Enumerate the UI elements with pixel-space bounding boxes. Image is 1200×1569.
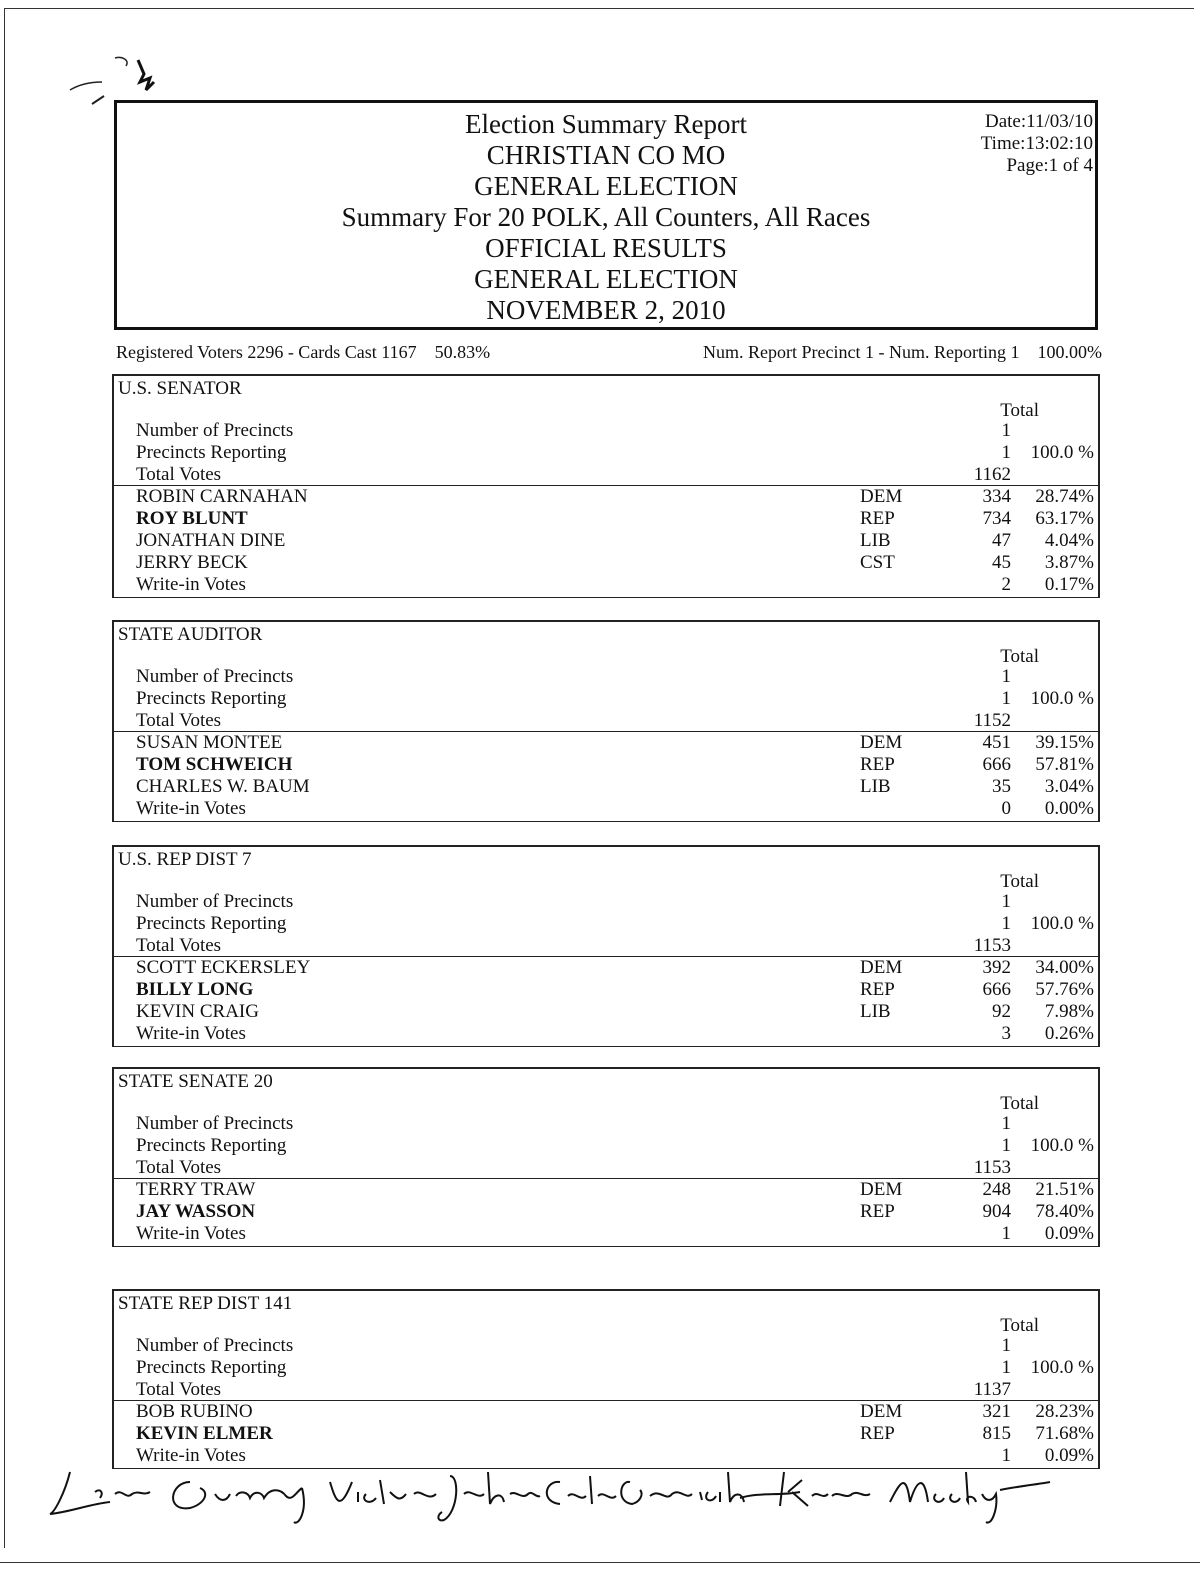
total-votes-value: 1162 bbox=[973, 464, 1011, 485]
total-votes-label: Total Votes bbox=[136, 1379, 222, 1400]
number-of-precincts-row bbox=[114, 1113, 1098, 1135]
candidate-votes: 3 bbox=[1001, 1023, 1011, 1044]
candidate-row bbox=[114, 1001, 1098, 1023]
candidate-party: LIB bbox=[860, 776, 891, 797]
race-block bbox=[112, 374, 1100, 598]
candidate-votes: 451 bbox=[982, 732, 1011, 753]
candidate-party: REP bbox=[860, 508, 895, 529]
precincts-reporting-row bbox=[114, 913, 1098, 935]
candidate-percent: 0.17% bbox=[1044, 574, 1094, 595]
number-of-precincts-value: 1 bbox=[1001, 891, 1011, 912]
candidate-row bbox=[114, 1223, 1098, 1245]
candidate-row bbox=[114, 486, 1098, 508]
candidate-percent: 57.76% bbox=[1035, 979, 1094, 1000]
precincts-reporting-row bbox=[114, 688, 1098, 710]
total-column-header: Total bbox=[1000, 1315, 1039, 1336]
candidate-name: CHARLES W. BAUM bbox=[136, 776, 310, 797]
total-votes-value: 1153 bbox=[973, 1157, 1011, 1178]
report-date: Date:11/03/10 bbox=[985, 111, 1093, 132]
reporting-percent: 100.0 % bbox=[1030, 442, 1094, 463]
candidate-votes: 248 bbox=[982, 1179, 1011, 1200]
candidate-party: DEM bbox=[860, 486, 903, 507]
candidate-party: CST bbox=[860, 552, 895, 573]
precincts-reporting-row bbox=[114, 1357, 1098, 1379]
candidate-name: JERRY BECK bbox=[136, 552, 248, 573]
candidate-name: TOM SCHWEICH bbox=[136, 754, 293, 775]
candidate-row bbox=[114, 574, 1098, 596]
race-block bbox=[112, 620, 1100, 822]
candidate-percent: 78.40% bbox=[1035, 1201, 1094, 1222]
candidate-party: REP bbox=[860, 979, 895, 1000]
candidate-percent: 0.09% bbox=[1044, 1445, 1094, 1466]
precincts-reporting-label: Precincts Reporting bbox=[136, 688, 287, 709]
number-of-precincts-value: 1 bbox=[1001, 1113, 1011, 1134]
number-of-precincts-value: 1 bbox=[1001, 420, 1011, 441]
candidate-row bbox=[114, 1023, 1098, 1045]
total-votes-row bbox=[114, 710, 1098, 732]
precincts-reporting-value: 1 bbox=[1001, 1135, 1011, 1156]
precincts-reporting-row bbox=[114, 1135, 1098, 1157]
race-title: U.S. REP DIST 7 bbox=[118, 849, 252, 870]
precinct-reporting-summary: Num. Report Precinct 1 - Num. Reporting 1 100.00% bbox=[703, 342, 1102, 362]
number-of-precincts-label: Number of Precincts bbox=[136, 420, 294, 441]
candidate-name: TERRY TRAW bbox=[136, 1179, 256, 1200]
candidate-row bbox=[114, 1201, 1098, 1223]
candidate-party: REP bbox=[860, 1423, 895, 1444]
candidate-percent: 28.74% bbox=[1035, 486, 1094, 507]
candidate-row bbox=[114, 1401, 1098, 1423]
candidate-votes: 734 bbox=[982, 508, 1011, 529]
candidate-votes: 35 bbox=[992, 776, 1011, 797]
page-edge-bottom bbox=[0, 1562, 1200, 1563]
candidate-votes: 92 bbox=[992, 1001, 1011, 1022]
candidate-party: DEM bbox=[860, 732, 903, 753]
precincts-reporting-label: Precincts Reporting bbox=[136, 913, 287, 934]
reporting-percent: 100.0 % bbox=[1030, 1135, 1094, 1156]
candidate-party: DEM bbox=[860, 957, 903, 978]
race-title: U.S. SENATOR bbox=[118, 378, 242, 399]
candidate-name: KEVIN CRAIG bbox=[136, 1001, 259, 1022]
candidate-name: Write-in Votes bbox=[136, 1445, 246, 1466]
total-column-header: Total bbox=[1000, 1093, 1039, 1114]
number-of-precincts-row bbox=[114, 666, 1098, 688]
candidate-votes: 666 bbox=[982, 754, 1011, 775]
candidate-party: LIB bbox=[860, 530, 891, 551]
candidate-name: ROBIN CARNAHAN bbox=[136, 486, 308, 507]
candidate-row bbox=[114, 732, 1098, 754]
candidate-row bbox=[114, 776, 1098, 798]
candidate-row bbox=[114, 979, 1098, 1001]
candidate-row bbox=[114, 530, 1098, 552]
report-time: Time:13:02:10 bbox=[980, 133, 1093, 154]
candidate-name: KEVIN ELMER bbox=[136, 1423, 273, 1444]
candidate-votes: 334 bbox=[982, 486, 1011, 507]
total-votes-row bbox=[114, 464, 1098, 486]
candidate-party: REP bbox=[860, 1201, 895, 1222]
county-name: CHRISTIAN CO MO bbox=[486, 140, 726, 170]
candidate-percent: 71.68% bbox=[1035, 1423, 1094, 1444]
precincts-reporting-value: 1 bbox=[1001, 688, 1011, 709]
candidate-name: SCOTT ECKERSLEY bbox=[136, 957, 311, 978]
candidate-percent: 0.09% bbox=[1044, 1223, 1094, 1244]
precincts-reporting-label: Precincts Reporting bbox=[136, 442, 287, 463]
candidate-name: SUSAN MONTEE bbox=[136, 732, 283, 753]
candidate-row bbox=[114, 754, 1098, 776]
report-meta bbox=[981, 111, 1093, 177]
total-column-header: Total bbox=[1000, 646, 1039, 667]
candidate-name: Write-in Votes bbox=[136, 798, 246, 819]
total-votes-row bbox=[114, 1379, 1098, 1401]
precincts-reporting-label: Precincts Reporting bbox=[136, 1357, 287, 1378]
candidate-votes: 47 bbox=[992, 530, 1011, 551]
number-of-precincts-row bbox=[114, 891, 1098, 913]
candidate-name: ROY BLUNT bbox=[136, 508, 248, 529]
race-title: STATE AUDITOR bbox=[118, 624, 263, 645]
number-of-precincts-value: 1 bbox=[1001, 666, 1011, 687]
candidate-percent: 0.00% bbox=[1044, 798, 1094, 819]
turnout-summary bbox=[114, 342, 1102, 366]
race-title: STATE REP DIST 141 bbox=[118, 1293, 293, 1314]
total-votes-value: 1153 bbox=[973, 935, 1011, 956]
precincts-reporting-label: Precincts Reporting bbox=[136, 1135, 287, 1156]
number-of-precincts-value: 1 bbox=[1001, 1335, 1011, 1356]
number-of-precincts-row bbox=[114, 1335, 1098, 1357]
page-edge-left bbox=[4, 8, 5, 1548]
reporting-percent: 100.0 % bbox=[1030, 1357, 1094, 1378]
precincts-reporting-value: 1 bbox=[1001, 442, 1011, 463]
candidate-votes: 904 bbox=[982, 1201, 1011, 1222]
candidate-name: JONATHAN DINE bbox=[136, 530, 286, 551]
total-column-header: Total bbox=[1000, 400, 1039, 421]
number-of-precincts-label: Number of Precincts bbox=[136, 666, 294, 687]
candidate-percent: 4.04% bbox=[1044, 530, 1094, 551]
total-votes-label: Total Votes bbox=[136, 1157, 222, 1178]
candidate-votes: 815 bbox=[982, 1423, 1011, 1444]
total-votes-label: Total Votes bbox=[136, 464, 222, 485]
number-of-precincts-row bbox=[114, 420, 1098, 442]
page-number: Page:1 of 4 bbox=[1006, 155, 1093, 176]
total-column-header: Total bbox=[1000, 871, 1039, 892]
candidate-name: Write-in Votes bbox=[136, 1223, 246, 1244]
registered-voters-summary: Registered Voters 2296 - Cards Cast 1167 50.83% bbox=[116, 342, 491, 362]
candidate-row bbox=[114, 957, 1098, 979]
candidate-row bbox=[114, 1179, 1098, 1201]
candidate-percent: 0.26% bbox=[1044, 1023, 1094, 1044]
candidate-percent: 7.98% bbox=[1044, 1001, 1094, 1022]
results-status: OFFICIAL RESULTS bbox=[485, 233, 727, 263]
reporting-percent: 100.0 % bbox=[1030, 688, 1094, 709]
total-votes-value: 1137 bbox=[973, 1379, 1011, 1400]
candidate-row bbox=[114, 552, 1098, 574]
candidate-votes: 45 bbox=[992, 552, 1011, 573]
report-title: Election Summary Report bbox=[465, 109, 747, 139]
candidate-party: DEM bbox=[860, 1179, 903, 1200]
candidate-votes: 1 bbox=[1001, 1223, 1011, 1244]
candidate-votes: 0 bbox=[1001, 798, 1011, 819]
candidate-party: REP bbox=[860, 754, 895, 775]
candidate-percent: 28.23% bbox=[1035, 1401, 1094, 1422]
candidate-name: BILLY LONG bbox=[136, 979, 254, 1000]
election-type-repeat: GENERAL ELECTION bbox=[474, 264, 738, 294]
candidate-votes: 2 bbox=[1001, 574, 1011, 595]
total-votes-row bbox=[114, 935, 1098, 957]
candidate-percent: 57.81% bbox=[1035, 754, 1094, 775]
candidate-votes: 321 bbox=[982, 1401, 1011, 1422]
header-title-block bbox=[117, 109, 1095, 326]
candidate-name: JAY WASSON bbox=[136, 1201, 256, 1222]
race-block bbox=[112, 845, 1100, 1047]
candidate-votes: 1 bbox=[1001, 1445, 1011, 1466]
candidate-percent: 63.17% bbox=[1035, 508, 1094, 529]
report-header bbox=[114, 100, 1098, 330]
number-of-precincts-label: Number of Precincts bbox=[136, 891, 294, 912]
total-votes-value: 1152 bbox=[973, 710, 1011, 731]
page-edge-top bbox=[4, 8, 1194, 9]
total-votes-label: Total Votes bbox=[136, 710, 222, 731]
race-title: STATE SENATE 20 bbox=[118, 1071, 273, 1092]
election-type: GENERAL ELECTION bbox=[474, 171, 738, 201]
candidate-percent: 3.04% bbox=[1044, 776, 1094, 797]
candidate-percent: 21.51% bbox=[1035, 1179, 1094, 1200]
candidate-name: Write-in Votes bbox=[136, 1023, 246, 1044]
candidate-votes: 392 bbox=[982, 957, 1011, 978]
candidate-percent: 39.15% bbox=[1035, 732, 1094, 753]
total-votes-label: Total Votes bbox=[136, 935, 222, 956]
candidate-party: LIB bbox=[860, 1001, 891, 1022]
candidate-name: BOB RUBINO bbox=[136, 1401, 253, 1422]
number-of-precincts-label: Number of Precincts bbox=[136, 1335, 294, 1356]
candidate-party: DEM bbox=[860, 1401, 903, 1422]
candidate-percent: 34.00% bbox=[1035, 957, 1094, 978]
reporting-percent: 100.0 % bbox=[1030, 913, 1094, 934]
precincts-reporting-value: 1 bbox=[1001, 1357, 1011, 1378]
summary-scope: Summary For 20 POLK, All Counters, All Races bbox=[341, 202, 871, 232]
candidate-row bbox=[114, 508, 1098, 530]
race-block bbox=[112, 1067, 1100, 1247]
election-date: NOVEMBER 2, 2010 bbox=[486, 295, 726, 325]
candidate-percent: 3.87% bbox=[1044, 552, 1094, 573]
total-votes-row bbox=[114, 1157, 1098, 1179]
precincts-reporting-row bbox=[114, 442, 1098, 464]
candidate-votes: 666 bbox=[982, 979, 1011, 1000]
handwritten-signatures bbox=[40, 1442, 1060, 1532]
number-of-precincts-label: Number of Precincts bbox=[136, 1113, 294, 1134]
precincts-reporting-value: 1 bbox=[1001, 913, 1011, 934]
candidate-name: Write-in Votes bbox=[136, 574, 246, 595]
candidate-row bbox=[114, 798, 1098, 820]
